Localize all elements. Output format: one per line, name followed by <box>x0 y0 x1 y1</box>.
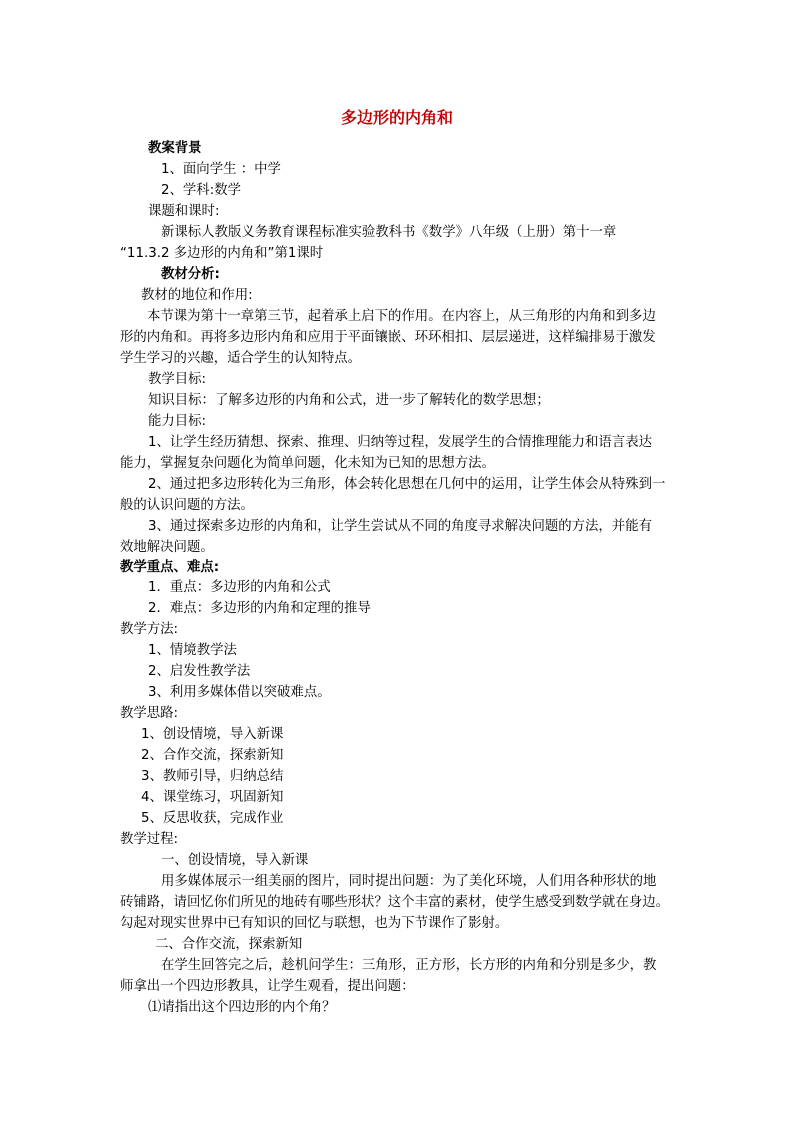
material-heading: 教材分析: <box>161 267 220 282</box>
background-heading: 教案背景 <box>148 141 202 156</box>
idea-item: 2、合作交流，探索新知 <box>141 748 284 763</box>
process-label: 教学过程: <box>120 832 179 847</box>
step-paragraph-line: 勾起对现实世界中已有知识的回忆与联想，也为下节课作了影射。 <box>120 916 509 931</box>
method-label: 教学方法: <box>120 622 179 637</box>
idea-item: 5、反思收获，完成作业 <box>141 811 284 826</box>
step-title: 一、创设情境，导入新课 <box>161 853 309 868</box>
idea-item: 4、课堂练习，巩固新知 <box>141 790 284 805</box>
method-item: 3、利用多媒体借以突破难点。 <box>148 685 331 700</box>
ability-item-line: 般的认识问题的方法。 <box>120 498 254 513</box>
topic-label: 课题和课时: <box>148 204 220 219</box>
knowledge-goal: 知识目标：了解多边形的内角和公式，进一步了解转化的数学思想； <box>148 393 550 408</box>
subject-line: 2、学科:数学 <box>161 183 241 198</box>
topic-line: “11.3.2 多边形的内角和”第1课时 <box>120 246 324 261</box>
audience-line: 1、面向学生 ：中学 <box>161 162 281 177</box>
step-paragraph-line: 师拿出一个四边形教具，让学生观看，提出问题： <box>120 979 415 994</box>
idea-item: 3、教师引导，归纳总结 <box>141 769 284 784</box>
key-points-heading: 教学重点、难点: <box>120 560 220 575</box>
topic-line: 新课标人教版义务教育课程标准实验教科书《数学》八年级（上册）第十一章 <box>161 225 617 240</box>
step-paragraph-line: 用多媒体展示一组美丽的图片，同时提出问题：为了美化环境，人们用各种形状的地 <box>161 874 657 889</box>
method-item: 1、情境教学法 <box>148 643 237 658</box>
ability-item-line: 能力，掌握复杂问题化为简单问题，化未知为已知的思想方法。 <box>120 456 495 471</box>
ability-item-line: 效地解决问题。 <box>120 540 214 555</box>
ability-item-line: 2、通过把多边形转化为三角形，体会转化思想在几何中的运用，让学生体会从特殊到一 <box>148 477 666 492</box>
ability-label: 能力目标: <box>148 414 207 429</box>
step-paragraph-line: 砖铺路，请回忆你们所见的地砖有哪些形状？这个丰富的素材，使学生感受到数学就在身边。 <box>120 895 670 910</box>
goals-label: 教学目标: <box>148 372 207 387</box>
method-item: 2、启发性教学法 <box>148 664 251 679</box>
role-paragraph-line: 学生学习的兴趣，适合学生的认知特点。 <box>120 351 362 366</box>
role-paragraph-line: 本节课为第十一章第三节，起着承上启下的作用。在内容上，从三角形的内角和到多边 <box>147 309 656 324</box>
key-point: 1．重点：多边形的内角和公式 <box>148 580 331 595</box>
ability-item-line: 1、让学生经历猜想、探索、推理、归纳等过程，发展学生的合情推理能力和语言表达 <box>148 435 652 450</box>
role-label: 教材的地位和作用: <box>141 288 253 303</box>
step-paragraph-line: 在学生回答完之后，趁机问学生：三角形，正方形，长方形的内角和分别是多少，教 <box>161 958 657 973</box>
role-paragraph-line: 形的内角和。再将多边形内角和应用于平面镶嵌、环环相扣、层层递进，这样编排易于激发 <box>120 330 656 345</box>
idea-item: 1、创设情境，导入新课 <box>141 727 284 742</box>
idea-label: 教学思路: <box>120 706 179 721</box>
key-point: 2．难点：多边形的内角和定理的推导 <box>148 601 371 616</box>
document-title: 多边形的内角和 <box>340 108 453 127</box>
ability-item-line: 3、通过探索多边形的内角和，让学生尝试从不同的角度寻求解决问题的方法，并能有 <box>148 519 652 534</box>
step-title: 二、合作交流，探索新知 <box>155 937 303 952</box>
question-item: ⑴请指出这个四边形的内个角？ <box>148 1000 336 1015</box>
